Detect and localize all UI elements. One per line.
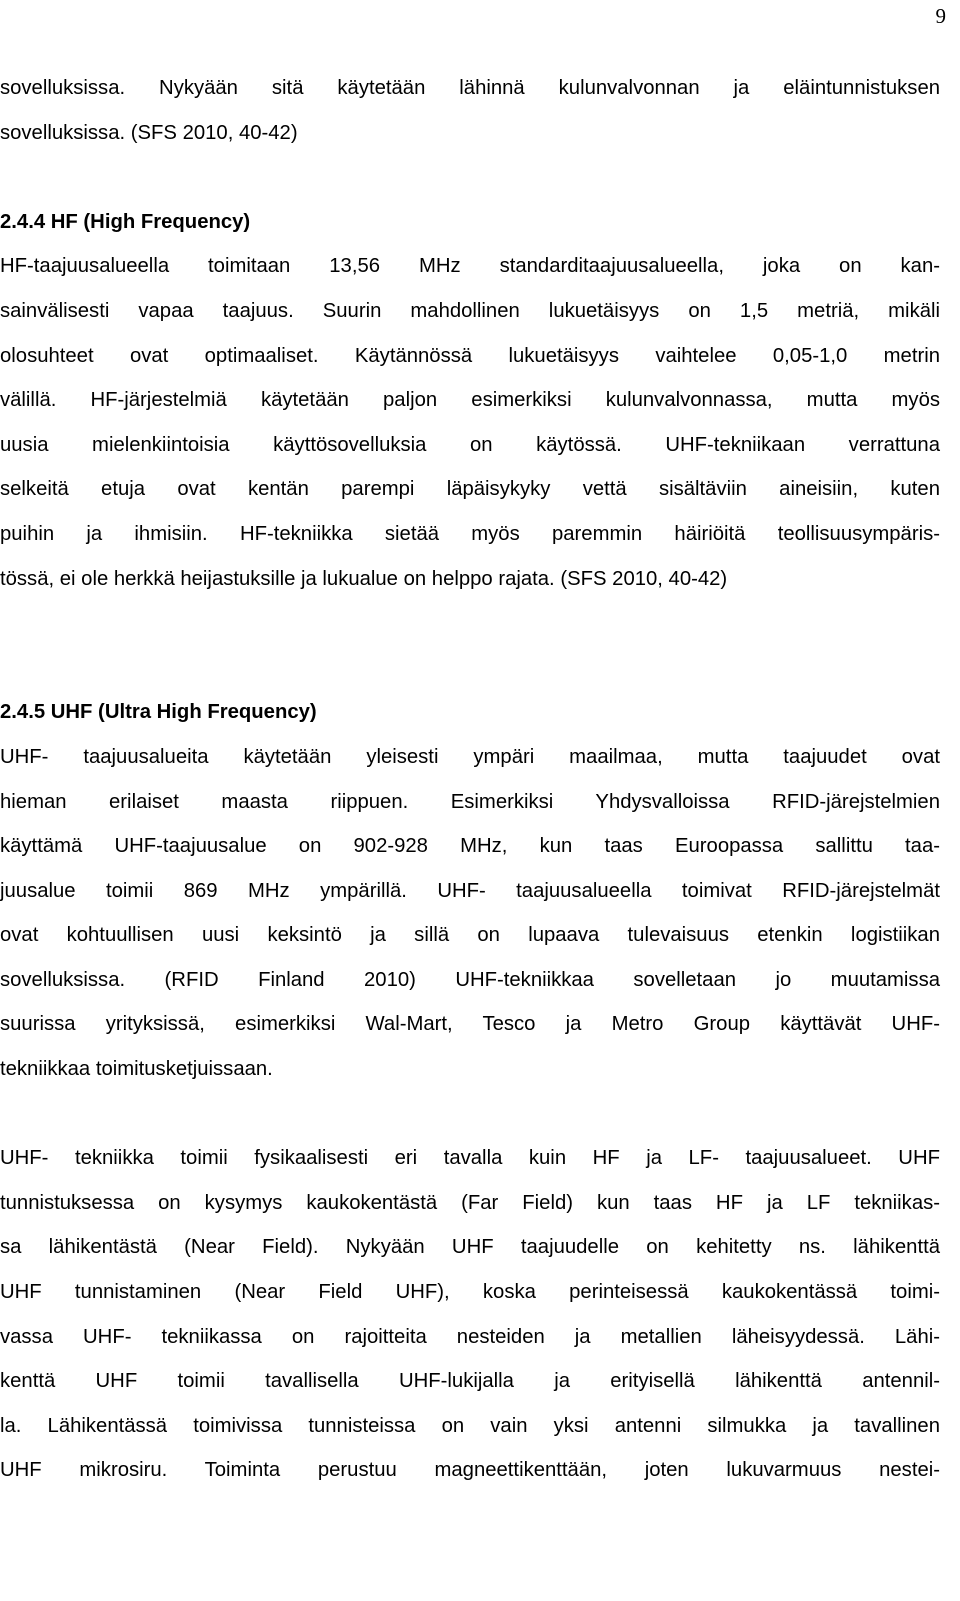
text-line: tössä, ei ole herkkä heijastuksille ja lukualue on helppo rajata. (SFS 2010, 40-42): [0, 567, 728, 590]
body-paragraph: [0, 66, 940, 155]
text-line: selkeitä etuja ovat kentän parempi läpäisykyky vettä sisältäviin aineisiin, kuten: [0, 478, 940, 501]
text-line: 2.4.5 UHF (Ultra High Frequency): [0, 701, 317, 724]
text-line: UHF- tekniikka toimii fysikaalisesti eri tavalla kuin HF ja LF- taajuusalueet. UHF: [0, 1147, 940, 1170]
text-line: tekniikkaa toimitusketjuissaan.: [0, 1058, 273, 1081]
text-line: sainvälisesti vapaa taajuus. Suurin mahdollinen lukuetäisyys on 1,5 metriä, mikäli: [0, 299, 940, 322]
paragraph-gap: [0, 1092, 940, 1137]
text-line: olosuhteet ovat optimaaliset. Käytännössä lukuetäisyys vaihtelee 0,05-1,0 metrin: [0, 344, 940, 367]
text-line: ovat kohtuullisen uusi keksintö ja sillä on lupaava tulevaisuus etenkin logistiikan: [0, 924, 940, 947]
text-line: välillä. HF-järjestelmiä käytetään paljon esimerkiksi kulunvalvonnassa, mutta myös: [0, 389, 940, 412]
text-line: la. Lähikentässä toimivissa tunnisteissa on vain yksi antenni silmukka ja tavallinen: [0, 1414, 940, 1437]
text-line: UHF- taajuusalueita käytetään yleisesti ympäri maailmaa, mutta taajuudet ovat: [0, 745, 940, 768]
text-line: 2.4.4 HF (High Frequency): [0, 210, 251, 233]
body-paragraph: [0, 735, 940, 1092]
text-line: puihin ja ihmisiin. HF-tekniikka sietää myös paremmin häiriöitä teollisuusympäris-: [0, 522, 940, 545]
text-line: tunnistuksessa on kysymys kaukokentästä (Far Field) kun taas HF ja LF tekniikas-: [0, 1191, 940, 1214]
page-number: 9: [935, 4, 946, 28]
section-heading: [0, 690, 940, 735]
document-body: [0, 66, 940, 1493]
text-line: uusia mielenkiintoisia käyttösovelluksia on käytössä. UHF-tekniikaan verrattuna: [0, 433, 940, 456]
text-line: UHF tunnistaminen (Near Field UHF), koska perinteisessä kaukokentässä toimi-: [0, 1281, 940, 1304]
text-line: hieman erilaiset maasta riippuen. Esimerkiksi Yhdysvalloissa RFID-järejstelmien: [0, 790, 940, 813]
text-line: kenttä UHF toimii tavallisella UHF-lukijalla ja erityisellä lähikenttä antennil-: [0, 1370, 940, 1393]
section-heading: [0, 200, 940, 245]
text-line: sovelluksissa. (RFID Finland 2010) UHF-tekniikkaa sovelletaan jo muutamissa: [0, 968, 940, 991]
text-line: sa lähikentästä (Near Field). Nykyään UHF taajuudelle on kehitetty ns. lähikenttä: [0, 1236, 940, 1259]
text-line: sovelluksissa. Nykyään sitä käytetään lähinnä kulunvalvonnan ja eläintunnistuksen: [0, 77, 940, 99]
body-paragraph: [0, 244, 940, 601]
text-line: sovelluksissa. (SFS 2010, 40-42): [0, 121, 298, 144]
text-line: suurissa yrityksissä, esimerkiksi Wal-Mart, Tesco ja Metro Group käyttävät UHF-: [0, 1013, 940, 1036]
body-paragraph: [0, 1136, 940, 1493]
text-line: juusalue toimii 869 MHz ympärillä. UHF- taajuusalueella toimivat RFID-järejstelmät: [0, 879, 940, 902]
text-line: käyttämä UHF-taajuusalue on 902-928 MHz, kun taas Euroopassa sallittu taa-: [0, 835, 940, 858]
text-line: vassa UHF- tekniikassa on rajoitteita nesteiden ja metallien läheisyydessä. Lähi-: [0, 1325, 940, 1348]
text-line: UHF mikrosiru. Toiminta perustuu magneettikenttään, joten lukuvarmuus nestei-: [0, 1459, 940, 1482]
paragraph-gap: [0, 155, 940, 200]
text-line: HF-taajuusalueella toimitaan 13,56 MHz standarditaajuusalueella, joka on kan-: [0, 255, 940, 278]
paragraph-gap: [0, 601, 940, 690]
